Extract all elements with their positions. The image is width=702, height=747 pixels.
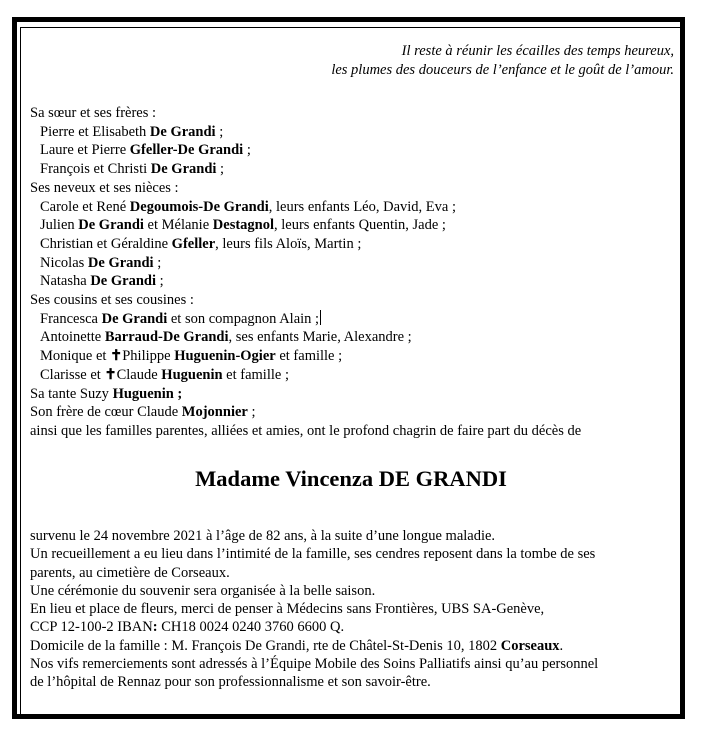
notice-line: CCP 12-100-2 IBAN: CH18 0024 0240 3760 6600 Q. [30,619,345,636]
closing-line: ainsi que les familles parentes, alliées et amies, ont le profond chagrin de faire part du décès de [30,422,582,439]
notice-line: Une cérémonie du souvenir sera organisée à la belle saison. [30,582,376,599]
list-item: Clarisse et ✝Claude Huguenin et famille ; [40,366,289,383]
cross-icon: ✝ [104,366,117,383]
list-item: François et Christi De Grandi ; [40,161,225,178]
cousins-heading: Ses cousins et ses cousines : [30,292,194,309]
list-item: Julien De Grandi et Mélanie Destagnol, leurs enfants Quentin, Jade ; [40,217,446,234]
list-item: Laure et Pierre Gfeller-De Grandi ; [40,142,251,159]
list-item: Nicolas De Grandi ; [40,254,162,271]
list-item: Carole et René Degoumois-De Grandi, leurs enfants Léo, David, Eva ; [40,198,456,215]
list-item: Natasha De Grandi ; [40,273,164,290]
notice-body [30,527,670,692]
notice-line: Nos vifs remerciements sont adressés à l’Équipe Mobile des Soins Palliatifs ainsi qu’au personnel [30,656,599,673]
epigraph-line: les plumes des douceurs de l’enfance et le goût de l’amour. [331,62,674,78]
notice-line: Un recueillement a eu lieu dans l’intimité de la famille, ses cendres reposent dans la tombe de ses [30,546,596,563]
siblings-heading: Sa sœur et ses frères : [30,105,157,121]
list-item: Christian et Géraldine Gfeller, leurs fils Aloïs, Martin ; [40,235,362,252]
cross-icon: ✝ [110,348,123,365]
list-item: Francesca De Grandi et son compagnon Alain ; [40,310,320,327]
family-list [30,104,581,441]
aunt-line: Sa tante Suzy Huguenin ; [30,385,183,402]
list-item: Antoinette Barraud-De Grandi, ses enfants Marie, Alexandre ; [40,329,412,346]
epigraph [331,42,674,80]
epigraph-line: Il reste à réunir les écailles des temps heureux, [401,43,674,59]
nephews-heading: Ses neveux et ses nièces : [30,179,179,196]
notice-line: de l’hôpital de Rennaz pour son professionnalisme et son savoir-être. [30,674,431,691]
notice-line: survenu le 24 novembre 2021 à l’âge de 82 ans, à la suite d’une longue maladie. [30,528,496,544]
list-item: Pierre et Elisabeth De Grandi ; [40,123,224,140]
heart-brother-line: Son frère de cœur Claude Mojonnier ; [30,404,256,421]
deceased-name: Madame Vincenza DE GRANDI [195,466,507,491]
notice-line: En lieu et place de fleurs, merci de penser à Médecins sans Frontières, UBS SA-Genève, [30,601,545,618]
text-cursor [320,310,321,325]
list-item: Monique et ✝Philippe Huguenin-Ogier et famille ; [40,348,343,365]
notice-line: Domicile de la famille : M. François De Grandi, rte de Châtel-St-Denis 10, 1802 Corseaux. [30,637,564,654]
notice-line: parents, au cimetière de Corseaux. [30,564,230,581]
